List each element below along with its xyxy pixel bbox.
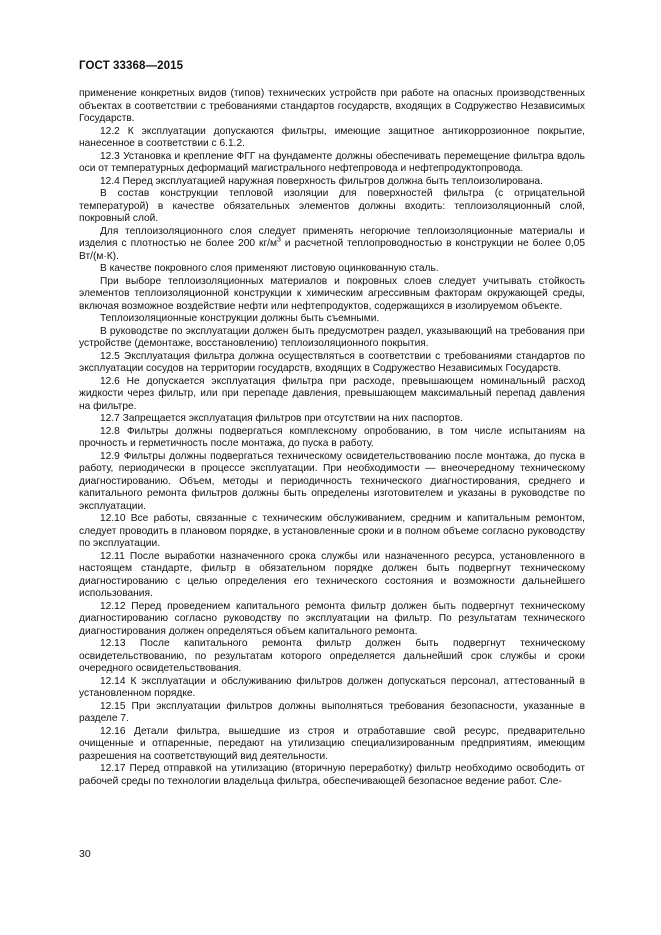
paragraph: В состав конструкции тепловой изоляции для поверхностей фильтра (с отрицательной температурой) в качестве обязательных элементов должны входить: теплоизоляционный слой, покровный слой. [79, 188, 585, 224]
paragraph: 12.9 Фильтры должны подвергаться техническому освидетельствованию после монтажа, до пуска в работу, периодически в процессе эксплуатации. При необходимости — внеочередному техническому диагностированию. Объем, методы и периодичность технического диагностирования, среднего и капитального ремонта фильтров должны быть определены изготовителем и указаны в руководстве по эксплуатации. [79, 450, 585, 512]
paragraph: В качестве покровного слоя применяют листовую оцинкованную сталь. [100, 263, 439, 274]
paragraph: 12.4 Перед эксплуатацией наружная поверхность фильтров должна быть теплоизолирована. [100, 175, 543, 187]
paragraph: 12.12 Перед проведением капитального ремонта фильтр должен быть подвергнут техническому диагностированию согласно руководству по эксплуатации на фильтр. По результатам технического диагностирования должен определяться объем капитального ремонта. [79, 600, 585, 637]
superscript: 3 [277, 236, 281, 244]
paragraph-text: и расчетной теплопроводностью в конструкции не более 0,05 Вт/(м·К). [79, 238, 585, 262]
paragraph: 12.11 После выработки назначенного срока службы или назначенного ресурса, установленного в настоящем стандарте, фильтр в обязательном порядке должен быть подвергнут техническому диагностированию с целью определения его технического состояния и возможности дальнейшего использования. [79, 550, 585, 599]
paragraph: 12.7 Запрещается эксплуатация фильтров при отсутствии на них паспортов. [100, 413, 463, 424]
paragraph: 12.5 Эксплуатация фильтра должна осуществляться в соответствии с требованиями стандартов по эксплуатации сосудов на территории государств, входящих в Содружество Независимых Государств. [79, 350, 585, 374]
paragraph: Теплоизоляционные конструкции должны быть съемными. [100, 313, 380, 324]
paragraph: 12.16 Детали фильтра, вышедшие из строя и отработавшие свой ресурс, предварительно очищенные и отпаренные, передают на утилизацию специализированным предприятиям, имеющим разрешения на соответствующий вид деятельности. [79, 725, 585, 762]
paragraph: применение конкретных видов (типов) технических устройств при работе на опасных производственных объектах в соответствии с требованиями стандартов государств, входящих в Содружество Независимых Государств. [79, 88, 585, 124]
paragraph: В руководстве по эксплуатации должен быть предусмотрен раздел, указывающий на требования при устройстве (демонтаже, восстановлению) теплоизоляционного покрытия. [79, 325, 585, 349]
document-header: ГОСТ 33368—2015 [79, 60, 184, 72]
paragraph: 12.14 К эксплуатации и обслуживанию фильтров должен допускаться персонал, аттестованный в установленном порядке. [79, 675, 585, 699]
paragraph: 12.17 Перед отправкой на утилизацию (вторичную переработку) фильтр необходимо освободить от рабочей среды по технологии владельца фильтра, обеспечивающей безопасное ведение работ. Сле- [79, 763, 585, 787]
paragraph: 12.2 К эксплуатации допускаются фильтры, имеющие защитное антикоррозионное покрытие, нанесенное в соответствии с 6.1.2. [79, 125, 585, 149]
paragraph: 12.6 Не допускается эксплуатация фильтра при расходе, превышающем номинальный расход жидкости через фильтр, или при перепаде давления, превышающем максимальный перепад давления на фильтре. [79, 375, 585, 412]
paragraph: 12.15 При эксплуатации фильтров должны выполняться требования безопасности, указанные в разделе 7. [79, 700, 585, 724]
paragraph: 12.3 Установка и крепление ФГГ на фундаменте должны обеспечивать перемещение фильтра вдоль оси от температурных деформаций магистрального нефтепровода и нефтепродуктопровода. [79, 150, 585, 174]
paragraph: 12.10 Все работы, связанные с техническим обслуживанием, средним и капитальным ремонтом, следует проводить в плановом порядке, в установленные сроки и в полном объеме согласно руководству по эксплуатации. [79, 513, 585, 549]
page-number: 30 [79, 848, 91, 860]
paragraph: 12.8 Фильтры должны подвергаться комплексному опробованию, в том числе испытаниям на прочность и герметичность после монтажа, до пуска в работу. [79, 425, 585, 449]
paragraph: 12.13 После капитального ремонта фильтр должен быть подвергнут техническому освидетельствованию, по результатам которого определяется дальнейший срок службы и сроки очередного освидетельствования. [79, 638, 585, 674]
paragraph [79, 226, 585, 264]
document-body [79, 88, 585, 788]
paragraph-text: Для теплоизоляционного слоя следует применять негорючие теплоизоляционные материалы и изделия с плотностью не более 200 кг/м [79, 225, 585, 249]
paragraph: При выборе теплоизоляционных материалов и покровных слоев следует учитывать стойкость элементов теплоизоляционной конструкции к химическим агрессивным факторам окружающей среды, включая возможное воздействие нефти или нефтепродуктов, содержащихся в изолируемом объекте. [79, 275, 585, 312]
